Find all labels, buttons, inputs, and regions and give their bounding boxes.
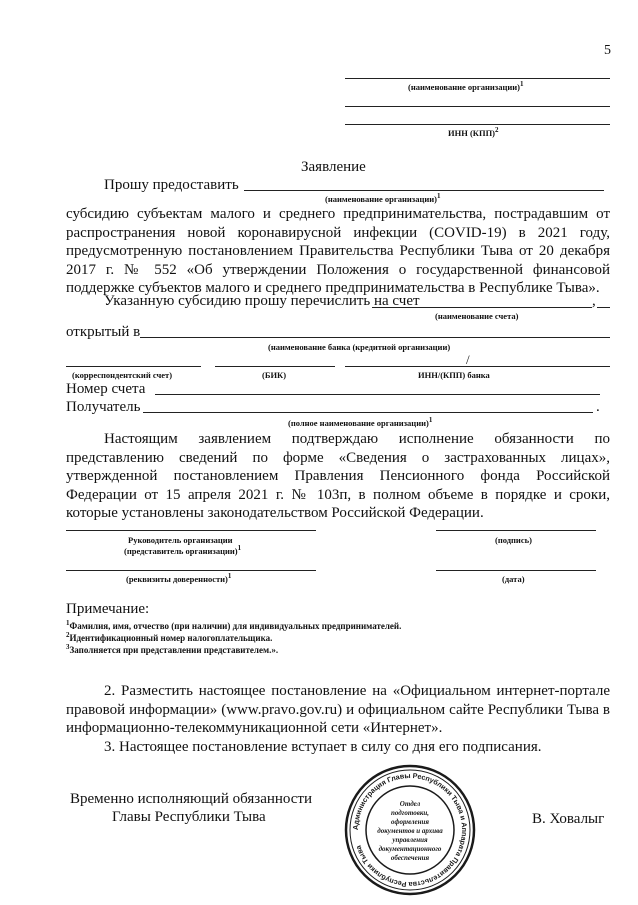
inn-bank-slash: / xyxy=(466,352,470,367)
signoff-title-line-2: Главы Республики Тыва xyxy=(112,809,266,825)
bik-caption: (БИК) xyxy=(262,370,287,380)
notes-heading: Примечание: xyxy=(66,601,150,617)
bank-caption: (наименование банка (кредитной организации) xyxy=(268,342,451,352)
opened-label: открытый в xyxy=(66,324,141,340)
signoff-name: В. Ховалыг xyxy=(532,811,605,827)
stamp-ring-text: Администрация Главы Республики Тыва и Аппарата Правительства Республики Тыва xyxy=(350,770,470,890)
svg-text:документов и архива: документов и архива xyxy=(377,827,443,835)
clause-2: 2. Разместить настоящее постановление на «Официальном интернет-портале правовой информации» (www.pravo.gov.ru) и официальном сайте Республики Тыва в информационно-телекоммуникационной сети «Интернет». xyxy=(66,683,610,737)
account-number-line xyxy=(155,394,600,395)
signoff-title-line-1: Временно исполняющий обязанности xyxy=(70,791,313,807)
header-line-2 xyxy=(345,106,610,107)
svg-text:документационного: документационного xyxy=(378,845,442,853)
svg-text:оформления: оформления xyxy=(390,818,430,826)
account-line xyxy=(372,307,592,308)
note-item-2: $^2$Идентификационный номер налогоплательщика. xyxy=(66,631,273,643)
svg-text:обеспечения: обеспечения xyxy=(390,854,430,862)
date-caption: (дата) xyxy=(502,574,525,584)
request-body: субсидию субъектам малого и среднего предпринимательства, пострадавшим от распространения новой коронавирусной инфекции (COVID-19) в 2021 году, предусмотренную постановлением Правительства Республики Тыва от 20 декабря 2017 г. № 552 «Об утверждении Положения о государственной финансовой поддержке субъектов малого и среднего предпринимательства в Республике Тыва». xyxy=(66,206,610,297)
power-caption: (реквизиты доверенности)$^1$ xyxy=(126,572,232,584)
inn-bank-caption: ИНН/(КПП) банка xyxy=(418,370,490,380)
request-org-line xyxy=(244,190,604,191)
confirmation-text: Настоящим заявлением подтверждаю исполнение обязанности по представлению сведений по форме «Сведения о застрахованных лицах», утвержденной постановлением Правления Пенсионного фонда Российской Федерации от 15 апреля 2021 г. № 103п, в полном объеме в порядке и сроки, которые установлены законодательством Российской Федерации. xyxy=(66,431,610,522)
request-lead: Прошу предоставить xyxy=(104,177,239,193)
account-number-label: Номер счета xyxy=(66,381,146,397)
page-number: 5 xyxy=(604,43,611,58)
bank-line xyxy=(140,337,610,338)
inn-bank-line xyxy=(345,366,610,367)
account-lead: Указанную субсидию прошу перечислить на счет xyxy=(104,293,420,309)
corr-account-line xyxy=(66,366,201,367)
recipient-label: Получатель xyxy=(66,399,141,415)
header-org-line xyxy=(345,78,610,79)
account-caption: (наименование счета) xyxy=(435,311,519,321)
head-caption-1: Руководитель организации xyxy=(128,535,233,545)
account-comma: , xyxy=(592,293,596,309)
note-item-3: $^3$Заполняется при представлении представителем.». xyxy=(66,643,279,655)
svg-text:управления: управления xyxy=(392,836,428,844)
svg-text:подготовки,: подготовки, xyxy=(390,809,430,817)
header-org-caption: (наименование организации)$^1$ xyxy=(408,80,524,92)
clause-3: 3. Настоящее постановление вступает в силу со дня его подписания. xyxy=(104,739,542,755)
official-stamp xyxy=(342,762,478,898)
bik-line xyxy=(215,366,335,367)
full-name-caption: (полное наименование организации)$^1$ xyxy=(288,416,433,428)
header-inn-line xyxy=(345,124,610,125)
header-inn-caption: ИНН (КПП)$^2$ xyxy=(448,126,499,138)
stamp-center-text xyxy=(377,800,443,862)
request-org-caption: (наименование организации)$^1$ xyxy=(325,192,441,204)
head-caption-2: (представитель организации)$^1$ xyxy=(124,544,242,556)
recipient-period: . xyxy=(596,399,600,415)
document-title: Заявление xyxy=(301,159,366,175)
signature-line xyxy=(436,530,596,531)
power-line xyxy=(66,570,316,571)
note-item-1: $^1$Фамилия, имя, отчество (при наличии) для индивидуальных предпринимателей. xyxy=(66,619,402,631)
corr-account-caption: (корреспондентский счет) xyxy=(72,370,173,380)
head-sign-line xyxy=(66,530,316,531)
account-line-tail xyxy=(597,307,610,308)
date-line xyxy=(436,570,596,571)
signature-caption: (подпись) xyxy=(495,535,532,545)
recipient-line xyxy=(143,412,593,413)
svg-text:Отдел: Отдел xyxy=(399,800,421,808)
